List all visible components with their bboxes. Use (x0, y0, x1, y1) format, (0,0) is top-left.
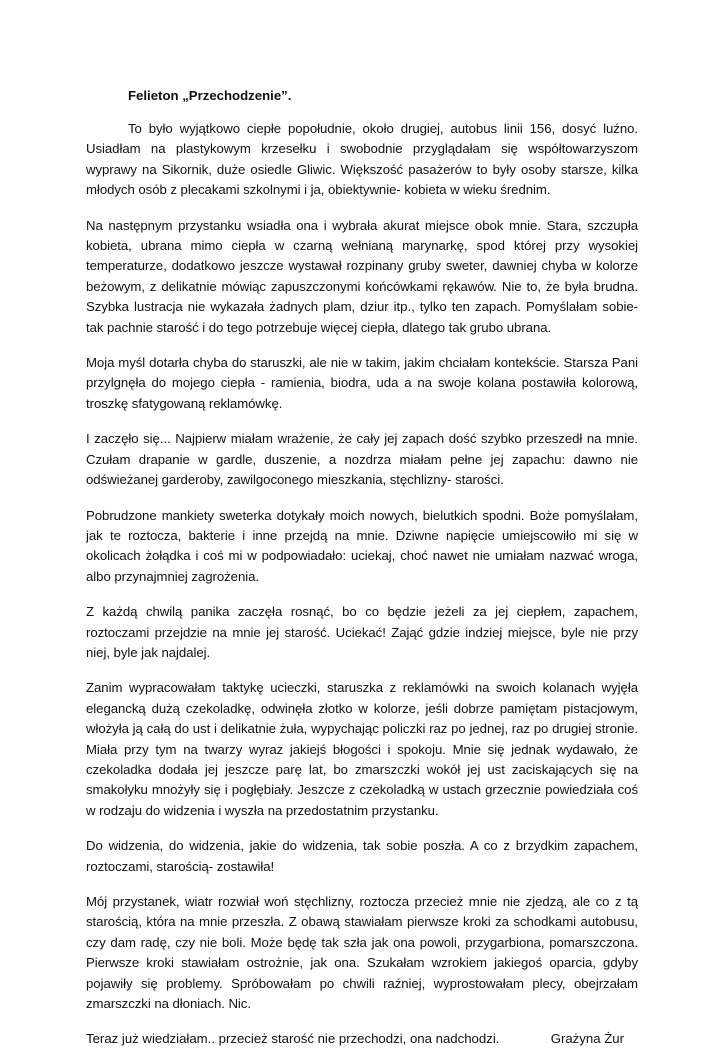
paragraph-4: I zaczęło się... Najpierw miałam wrażenie, że cały jej zapach dość szybko przeszedł na mnie. Czułam drapanie w gardle, duszenie, a nozdrza miałam pełne jej zapachu: dawno nie odświeżanej garderoby, zawilgoconego mieszkania, stęchlizny- starości. (86, 431, 638, 488)
paragraph-6: Z każdą chwilą panika zaczęła rosnąć, bo co będzie jeżeli za jej ciepłem, zapachem, roztoczami przejdzie na mnie jej starość. Uciekać! Zająć gdzie indziej miejsce, byle nie przy niej, byle jak najdalej. (86, 604, 638, 660)
author-signature: Grażyna Żur (550, 1031, 624, 1047)
paragraph-3: Moja myśl dotarła chyba do staruszki, ale nie w takim, jakim chciałam kontekście. Starsza Pani przylgnęła do mojego ciepła - ramienia, biodra, uda a na swoje kolana postawiła kolorową, troszkę sfatygowaną reklamówkę. (86, 355, 638, 411)
paragraph-2: Na następnym przystanku wsiadła ona i wybrała akurat miejsce obok mnie. Stara, szczupła kobieta, ubrana mimo ciepła w czarną wełnianą marynarkę, spod której przy wysokiej temperaturze, dodatkowo jeszcze wystawał rozpinany gruby sweter, dawniej chyba w kolorze beżowym, z delikatnie mówiąc zapuszczonymi końcówkami rękawów. Nie to, że była brudna. Szybka lustracja nie wykazała żadnych plam, dziur itp., tylko ten zapach. Pomyślałam sobie- tak pachnie starość i do tego potrzebuje więcej ciepła, dlatego tak grubo ubrana. (86, 217, 638, 335)
paragraph-5: Pobrudzone mankiety sweterka dotykały moich nowych, bielutkich spodni. Boże pomyślałam, jak te roztocza, bakterie i inne przejdą na mnie. Dziwne napięcie umiejscowiło mi się w okolicach żołądka i coś mi w podpowiadało: uciekaj, choć nawet nie umiałam nazwać wroga, albo przynajmniej zagrożenia. (86, 507, 638, 584)
document-title: Felieton „Przechodzenie”. (128, 88, 292, 103)
paragraph-9: Mój przystanek, wiatr rozwiał woń stęchlizny, roztocza przecież mnie nie zjedzą, ale co z tą starością, która na mnie przeszła. Z obawą stawiałam pierwsze kroki za schodkami autobusu, czy dam radę, czy nie boli. Może będę tak szła jak ona powoli, przygarbiona, pomarszczona. Pierwsze kroki stawiałam ostrożnie, jak ona. Szukałam wzrokiem jakiegoś oparcia, gdyby pojawiły się problemy. Spróbowałam po chwili raźniej, wyprostowałam plecy, obejrzałam zmarszczki na dłoniach. Nic. (86, 894, 638, 1012)
closing-line: Teraz już wiedziałam.. przecież starość nie przechodzi, ona nadchodzi. (86, 1031, 500, 1047)
paragraph-7: Zanim wypracowałam taktykę ucieczki, staruszka z reklamówki na swoich kolanach wyjęła elegancką dużą czekoladkę, odwinęła złotko w kolorze, jeśli dobrze pamiętam pistacjowym, włożyła ją całą do ust i delikatnie żuła, wypychając policzki raz po jednej, raz po drugiej stronie. Miała przy tym na twarzy wyraz jakiejś błogości i spokoju. Mnie się jednak wydawało, że czekoladka dodała jej jeszcze parę lat, bo zmarszczki wokół jej ust zaciskających się na smakołyku mnożyły się i pogłębiały. Jeszcze z czekoladką w ustach grzecznie powiedziała coś w rodzaju do widzenia i wyszła na przedostatnim przystanku. (86, 680, 638, 818)
closing-row (86, 1029, 638, 1049)
paragraph-8: Do widzenia, do widzenia, jakie do widzenia, tak sobie poszła. A co z brzydkim zapachem, roztoczami, starością- zostawiła! (86, 838, 638, 874)
paragraph-1: To było wyjątkowo ciepłe popołudnie, około drugiej, autobus linii 156, dosyć luźno. Usiadłam na plastykowym krzesełku i swobodnie przyglądałam się współtowarzyszom wyprawy na Sikornik, duże osiedle Gliwic. Większość pasażerów to były osoby starsze, kilka młodych osób z plecakami szkolnymi i ja, obiektywnie- kobieta w wieku średnim. (86, 121, 638, 198)
